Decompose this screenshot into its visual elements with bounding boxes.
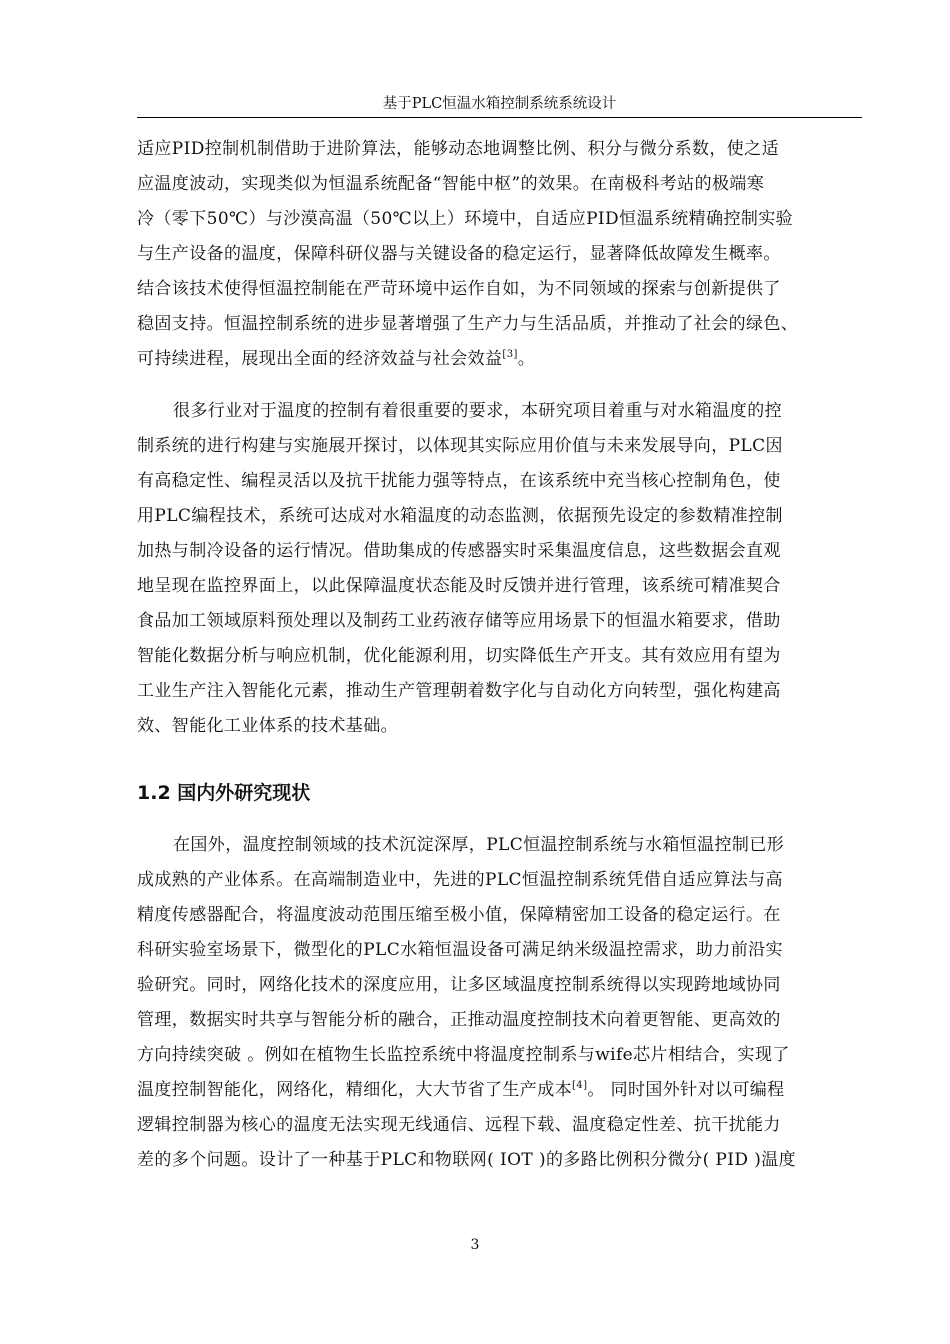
paragraph-adaptive-pid [137, 132, 862, 377]
text-line: 稳固支持。恒温控制系统的进步显著增强了生产力与生活品质，并推动了社会的绿色、 [137, 314, 799, 334]
text-line [137, 342, 862, 377]
text-line: 管理，数据实时共享与智能分析的融合，正推动温度控制技术向着更智能、更高效的 [137, 1010, 781, 1030]
text-segment: 。 [517, 349, 536, 369]
page-number: 3 [470, 1237, 480, 1253]
text-line: 地呈现在监控界面上，以此保障温度状态能及时反馈并进行管理，该系统可精准契合 [137, 576, 781, 596]
citation-ref: [3] [502, 349, 518, 360]
text-line: 科研实验室场景下，微型化的PLC水箱恒温设备可满足纳米级温控需求，助力前沿实 [137, 940, 783, 960]
text-line: 结合该技术使得恒温控制能在严苛环境中运作自如，为不同领域的探索与创新提供了 [137, 279, 781, 299]
text-line: 加热与制冷设备的运行情况。借助集成的传感器实时采集温度信息，这些数据会直观 [137, 541, 781, 561]
text-line [137, 1073, 862, 1108]
text-line: 工业生产注入智能化元素，推动生产管理朝着数字化与自动化方向转型，强化构建高 [137, 681, 781, 701]
text-line: 应温度波动，实现类似为恒温系统配备“智能中枢”的效果。在南极科考站的极端寒 [137, 174, 765, 194]
header-divider [137, 117, 862, 118]
text-line: 成成熟的产业体系。在高端制造业中，先进的PLC恒温控制系统凭借自适应算法与高 [137, 870, 783, 890]
text-line: 在国外，温度控制领域的技术沉淀深厚，PLC恒温控制系统与水箱恒温控制已形 [173, 835, 785, 855]
text-line: 方向持续突破 。例如在植物生长监控系统中将温度控制系与wife芯片相结合，实现了 [137, 1045, 790, 1065]
text-line: 用PLC编程技术，系统可达成对水箱温度的动态监测，依据预先设定的参数精准控制 [137, 506, 783, 526]
text-line: 效、智能化工业体系的技术基础。 [137, 716, 398, 736]
paragraph-research-status [137, 828, 862, 1178]
text-segment: 。 同时国外针对以可编程 [587, 1080, 785, 1100]
text-line: 适应PID控制机制借助于进阶算法，能够动态地调整比例、积分与微分系数，使之适 [137, 139, 779, 159]
text-line: 食品加工领域原料预处理以及制药工业药液存储等应用场景下的恒温水箱要求，借助 [137, 611, 781, 631]
text-line: 验研究。同时，网络化技术的深度应用，让多区域温度控制系统得以实现跨地域协同 [137, 975, 781, 995]
paragraph-project-intro [137, 394, 862, 744]
text-line: 有高稳定性、编程灵活以及抗干扰能力强等特点，在该系统中充当核心控制角色，使 [137, 471, 781, 491]
text-line: 差的多个问题。设计了一种基于PLC和物联网( IOT )的多路比例积分微分( PID )温度 [137, 1150, 797, 1170]
text-line: 精度传感器配合，将温度波动范围压缩至极小值，保障精密加工设备的稳定运行。在 [137, 905, 781, 925]
text-line: 逻辑控制器为核心的温度无法实现无线通信、远程下载、温度稳定性差、抗干扰能力 [137, 1115, 781, 1135]
text-segment: 可持续进程，展现出全面的经济效益与社会效益 [137, 349, 503, 369]
text-segment: 温度控制智能化，网络化，精细化，大大节省了生产成本 [137, 1080, 572, 1100]
section-heading: 1.2 国内外研究现状 [137, 782, 311, 804]
text-line: 冷（零下50℃）与沙漠高温（50℃以上）环境中，自适应PID恒温系统精确控制实验 [137, 209, 794, 229]
text-line: 很多行业对于温度的控制有着很重要的要求，本研究项目着重与对水箱温度的控 [173, 401, 782, 421]
citation-ref: [4] [572, 1080, 588, 1091]
text-line: 与生产设备的温度，保障科研仪器与关键设备的稳定运行，显著降低故障发生概率。 [137, 244, 781, 264]
text-line: 智能化数据分析与响应机制，优化能源利用，切实降低生产开支。其有效应用有望为 [137, 646, 781, 666]
text-line: 制系统的进行构建与实施展开探讨，以体现其实际应用价值与未来发展导向，PLC因 [137, 436, 783, 456]
running-header: 基于PLC恒温水箱控制系统系统设计 [382, 96, 617, 112]
